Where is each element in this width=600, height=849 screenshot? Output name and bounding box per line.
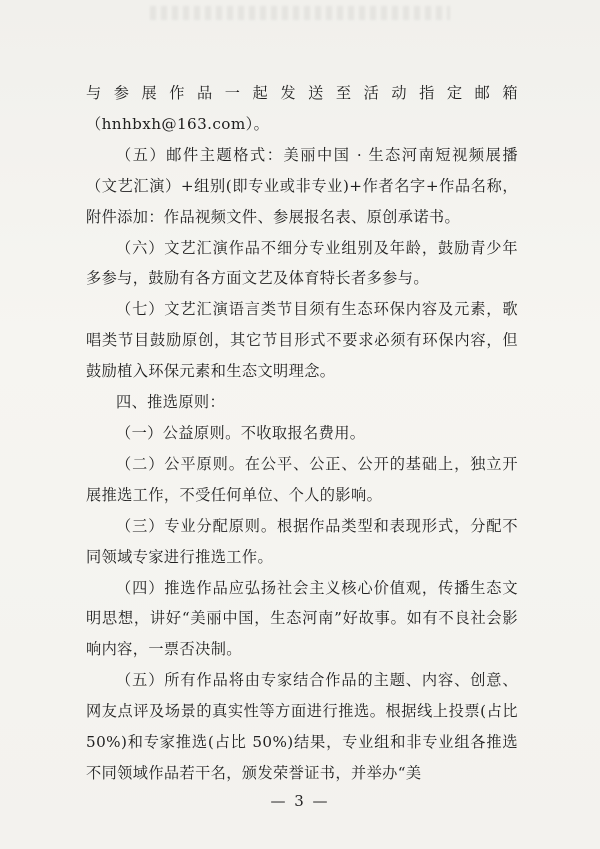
paragraph-program-content: （七）文艺汇演语言类节目须有生态环保内容及元素，歌唱类节目鼓励原创，其它节目形式不要求必须有环保内容，但鼓励植入环保元素和生态文明理念。 — [86, 300, 518, 381]
paragraph-email-subject-format: （五）邮件主题格式：美丽中国 · 生态河南短视频展播（文艺汇演）+组别(即专业或非专业)+作者名字+作品名称，附件添加：作品视频文件、参展报名表、原创承诺书。 — [86, 145, 518, 226]
paragraph-principle-evaluation: （五）所有作品将由专家结合作品的主题、内容、创意、网友点评及场景的真实性等方面进行推选。根据线上投票(占比 50%)和专家推选(占比 50%)结果，专业组和非专业组各推选不同领域作品若干名，颁发荣誉证书，并举办“美 — [86, 671, 518, 782]
section-heading-selection-principles: 四、推选原则： — [116, 393, 226, 412]
paragraph-performance-groups: （六）文艺汇演作品不细分专业组别及年龄，鼓励青少年多参与，鼓励有各方面文艺及体育特长者多参与。 — [86, 238, 518, 288]
paragraph-principle-values: （四）推选作品应弘扬社会主义核心价值观，传播生态文明思想，讲好“美丽中国，生态河南”好故事。如有不良社会影响内容，一票否决制。 — [86, 578, 518, 659]
page-number: — 3 — — [270, 792, 330, 810]
paragraph-principle-public-welfare: （一）公益原则。不收取报名费用。 — [116, 423, 366, 442]
paragraph-principle-fairness: （二）公平原则。在公平、公正、公开的基础上，独立开展推选工作，不受任何单位、个人的影响。 — [86, 454, 518, 504]
paragraph-principle-professional: （三）专业分配原则。根据作品类型和表现形式，分配不同领域专家进行推选工作。 — [86, 516, 518, 566]
paragraph-email-continuation: 与参展作品一起发送至活动指定邮箱（hnhbxh@163.com）。 — [86, 84, 518, 133]
body-text — [86, 78, 518, 789]
bleed-through-marks — [150, 6, 450, 20]
